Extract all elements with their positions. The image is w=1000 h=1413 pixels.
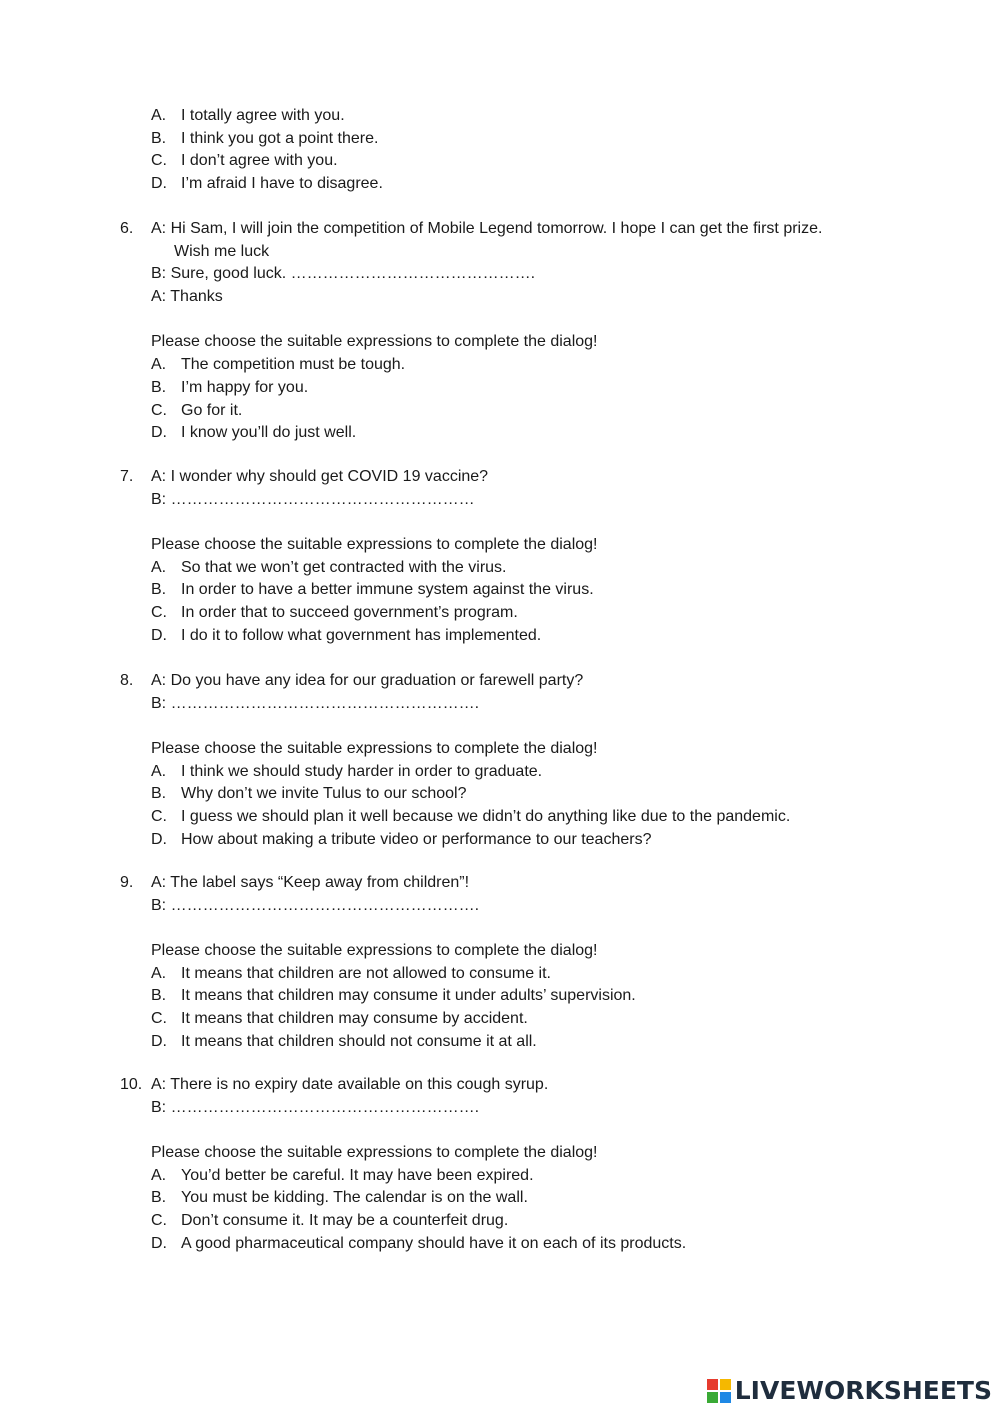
option-c[interactable]: C. It means that children may consume by accident. bbox=[151, 1010, 528, 1028]
dialog-line: B: …………………………………………………. bbox=[151, 1098, 480, 1116]
dialog-line: A: Do you have any idea for our graduation or farewell party? bbox=[151, 672, 584, 689]
option-c[interactable]: C. Go for it. bbox=[151, 401, 243, 419]
option-d[interactable]: D. A good pharmaceutical company should have it on each of its products. bbox=[151, 1234, 687, 1252]
dialog-line: B: ………………………………………………… bbox=[151, 490, 475, 508]
option-a[interactable]: A. So that we won’t get contracted with the virus. bbox=[151, 558, 507, 576]
question-number: 10. bbox=[120, 1076, 143, 1093]
option-c[interactable]: C. I guess we should plan it well because we didn’t do anything like due to the pandemic. bbox=[151, 808, 791, 826]
dialog-line: B: Sure, good luck. ………………………………………. bbox=[151, 265, 536, 283]
liveworksheets-mark-icon bbox=[707, 1379, 731, 1403]
question-number: 8. bbox=[120, 672, 134, 689]
question-number: 6. bbox=[120, 220, 134, 237]
option-d[interactable]: D. I know you’ll do just well. bbox=[151, 424, 357, 442]
option-a[interactable]: A. It means that children are not allowed to consume it. bbox=[151, 964, 551, 982]
option-b[interactable]: B. In order to have a better immune system against the virus. bbox=[151, 581, 594, 599]
option-c[interactable]: C. Don’t consume it. It may be a counterfeit drug. bbox=[151, 1212, 509, 1230]
question-number: 7. bbox=[120, 468, 134, 485]
dialog-line: Wish me luck bbox=[174, 242, 270, 260]
option-b[interactable]: B. I think you got a point there. bbox=[151, 129, 379, 147]
instruction: Please choose the suitable expressions to complete the dialog! bbox=[151, 536, 598, 554]
option-a[interactable]: A. I think we should study harder in order to graduate. bbox=[151, 762, 543, 780]
option-d[interactable]: D. It means that children should not consume it at all. bbox=[151, 1032, 537, 1050]
dialog-line: A: There is no expiry date available on this cough syrup. bbox=[151, 1076, 549, 1093]
option-b[interactable]: B. Why don’t we invite Tulus to our school? bbox=[151, 785, 467, 803]
option-c[interactable]: C. In order that to succeed government’s program. bbox=[151, 604, 518, 622]
instruction: Please choose the suitable expressions to complete the dialog! bbox=[151, 740, 598, 758]
dialog-line: B: …………………………………………………. bbox=[151, 896, 480, 914]
option-b[interactable]: B. It means that children may consume it under adults’ supervision. bbox=[151, 987, 636, 1005]
option-b[interactable]: B. I’m happy for you. bbox=[151, 378, 309, 396]
option-a[interactable]: A. The competition must be tough. bbox=[151, 356, 406, 374]
option-d[interactable]: D. I do it to follow what government has implemented. bbox=[151, 626, 542, 644]
instruction: Please choose the suitable expressions to complete the dialog! bbox=[151, 942, 598, 960]
option-d[interactable]: D. How about making a tribute video or performance to our teachers? bbox=[151, 830, 652, 848]
dialog-line: A: Hi Sam, I will join the competition of Mobile Legend tomorrow. I hope I can get the first prize. bbox=[151, 220, 823, 237]
option-a[interactable]: A. You’d better be careful. It may have been expired. bbox=[151, 1166, 534, 1184]
option-b[interactable]: B. You must be kidding. The calendar is on the wall. bbox=[151, 1189, 528, 1207]
instruction: Please choose the suitable expressions to complete the dialog! bbox=[151, 333, 598, 351]
option-c[interactable]: C. I don’t agree with you. bbox=[151, 152, 338, 170]
q5-options bbox=[151, 105, 383, 196]
liveworksheets-wordmark: LIVEWORKSHEETS bbox=[734, 1376, 992, 1405]
dialog-line: A: The label says “Keep away from children”! bbox=[151, 874, 470, 891]
option-a[interactable]: A. I totally agree with you. bbox=[151, 107, 345, 124]
question-number: 9. bbox=[120, 874, 134, 891]
instruction: Please choose the suitable expressions to complete the dialog! bbox=[151, 1144, 598, 1162]
dialog-line: A: I wonder why should get COVID 19 vaccine? bbox=[151, 468, 489, 485]
dialog-line: B: …………………………………………………. bbox=[151, 694, 480, 712]
dialog-line: A: Thanks bbox=[151, 288, 223, 306]
liveworksheets-logo bbox=[707, 1376, 992, 1405]
option-d[interactable]: D. I’m afraid I have to disagree. bbox=[151, 175, 383, 193]
